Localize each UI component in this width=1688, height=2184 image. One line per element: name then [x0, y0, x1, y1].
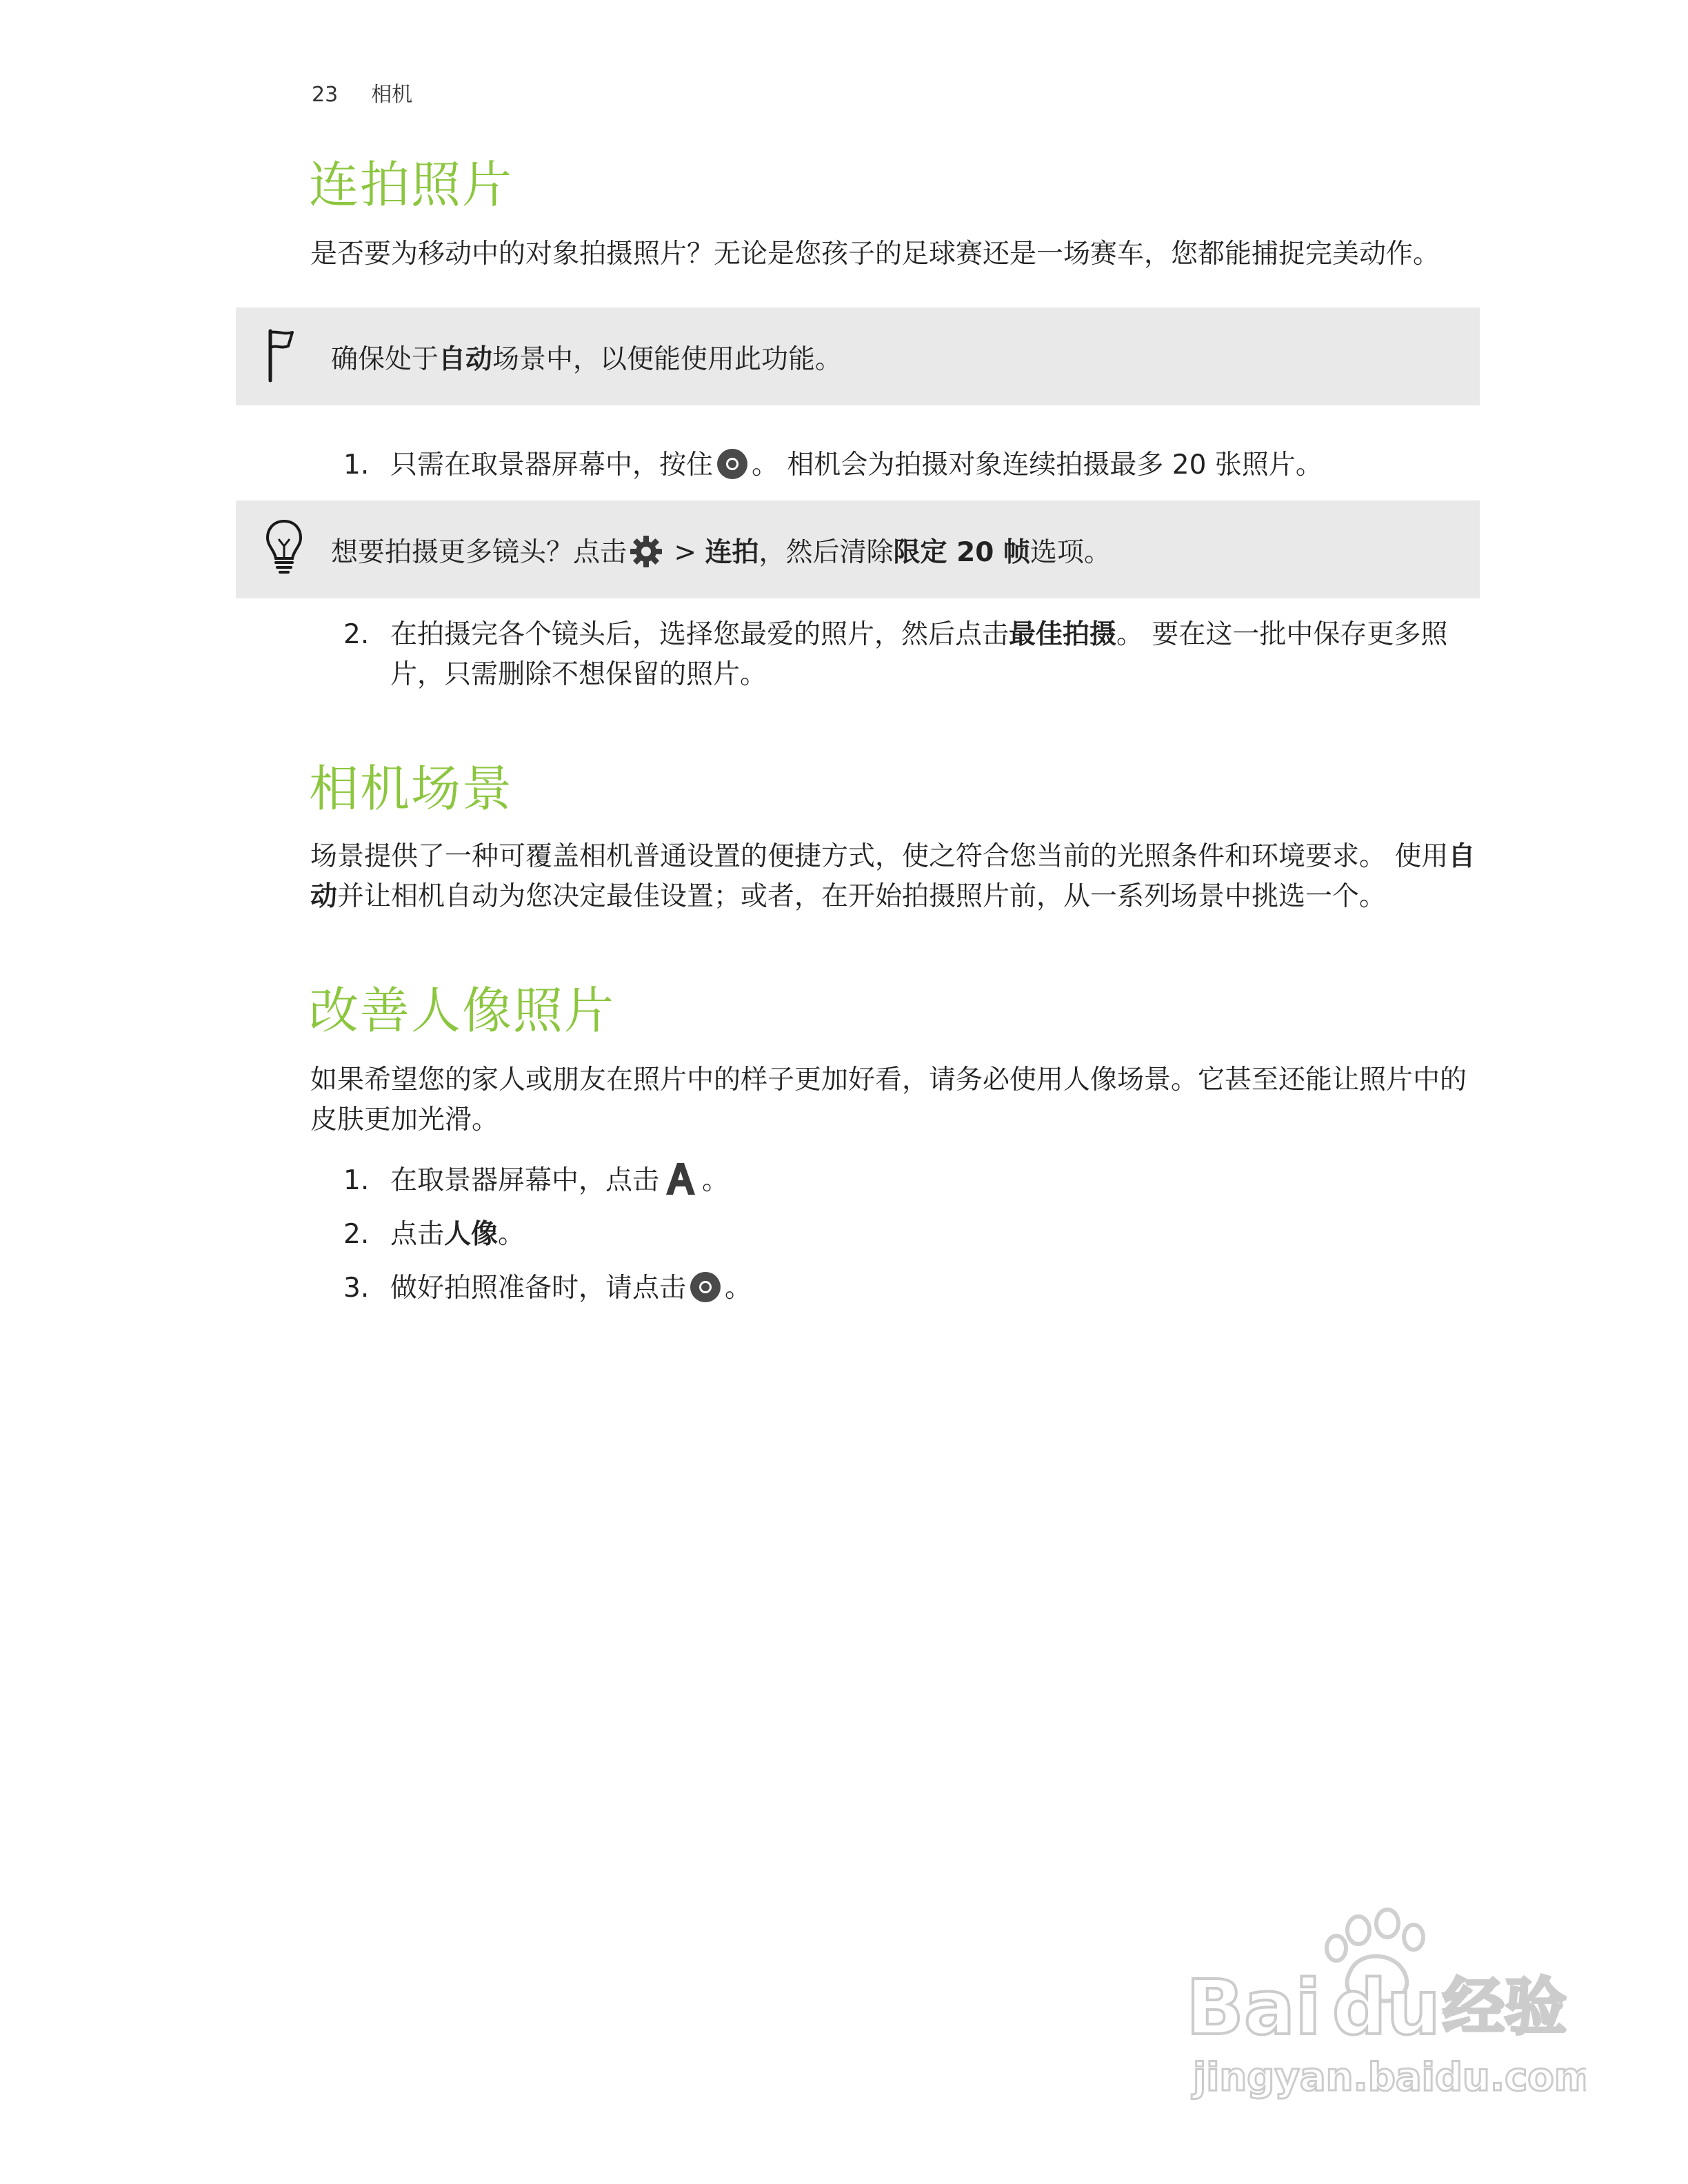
burst-intro: 是否要为移动中的对象拍摄照片？无论是您孩子的足球赛还是一场赛车，您都能捕捉完美动作。 [310, 239, 1440, 270]
flag-icon [263, 328, 298, 386]
step-number: 1. [343, 449, 370, 481]
step-text [390, 1268, 1487, 1308]
running-header [312, 77, 445, 108]
step-text-post: 。 [725, 1273, 752, 1304]
lightbulb-icon [263, 518, 305, 580]
scenes-text-bold: 自动 [310, 841, 1476, 912]
watermark-brand-2: du [1332, 1963, 1441, 2052]
tip-text-bold-limit: 限定 20 帧 [893, 537, 1030, 568]
step-text-post: 。 [702, 1165, 730, 1196]
tip-text-pre: 想要拍摄更多镜头？点击 [331, 537, 627, 568]
step-number: 3. [343, 1273, 370, 1304]
shutter-icon[interactable] [717, 449, 747, 479]
step-text-post: 。 [498, 1219, 525, 1250]
auto-scene-icon[interactable] [663, 1162, 698, 1208]
tip-text-mid: ，然后清除 [758, 537, 894, 568]
portrait-intro: 如果希望您的家人或朋友在照片中的样子更加好看，请务必使用人像场景。它甚至还能让照片中的皮肤更加光滑。 [310, 1064, 1467, 1135]
step-text-pre: 做好拍照准备时，请点击 [390, 1273, 687, 1304]
step-text-pre: 在拍摄完各个镜头后，选择您最爱的照片，然后点击 [390, 619, 1009, 650]
note-box [236, 307, 1480, 405]
tip-text-post: 选项。 [1029, 537, 1111, 568]
step-text-post: 。 要在这一批中保存更多照片，只需删除不想保留的照片。 [390, 619, 1448, 690]
step-text [390, 1161, 1487, 1208]
step-number: 2. [343, 619, 370, 650]
step-text-pre: 在取景器屏幕中，点击 [390, 1165, 660, 1196]
step-text-bold: 最佳拍摄 [1009, 619, 1117, 650]
step-text-pre: 点击 [390, 1219, 445, 1250]
note-text [331, 338, 842, 376]
watermark-brand: Bai [1186, 1963, 1321, 2052]
scenes-text-post: 并让相机自动为您决定最佳设置；或者，在开始拍摄照片前，从一系列场景中挑选一个。 [337, 881, 1387, 912]
chapter-name: 相机 [371, 83, 413, 107]
scenes-paragraph [310, 837, 1483, 917]
step-text-bold: 人像 [444, 1219, 499, 1250]
baidu-watermark [1172, 1903, 1586, 2123]
scenes-text-pre: 场景提供了一种可覆盖相机普通设置的便捷方式，使之符合您当前的光照条件和环境要求。 使用 [310, 841, 1449, 872]
gear-icon[interactable] [630, 535, 663, 575]
tip-text [331, 531, 1111, 575]
page-number: 23 [312, 83, 339, 107]
note-text-post: 场景中，以便能使用此功能。 [492, 344, 843, 375]
step-text [390, 1215, 1487, 1255]
tip-box [236, 501, 1480, 598]
section-title-scenes: 相机场景 [309, 760, 514, 818]
watermark-cn: 经验 [1443, 1971, 1567, 2043]
note-text-pre: 确保处于 [331, 344, 439, 375]
watermark-url: jingyan.baidu.com [1193, 2055, 1586, 2100]
step-text [390, 445, 1487, 485]
section-title-burst: 连拍照片 [309, 156, 514, 214]
step-text-pre: 只需在取景器屏幕中，按住 [390, 449, 714, 481]
section-title-portrait: 改善人像照片 [309, 982, 616, 1040]
step-number: 1. [343, 1165, 370, 1196]
tip-text-bold-burst: 连拍 [705, 537, 759, 568]
shutter-icon[interactable] [690, 1272, 721, 1302]
tip-text-separator: > [665, 537, 705, 568]
step-number: 2. [343, 1219, 370, 1250]
note-text-bold: 自动 [439, 344, 493, 375]
step-text-post: 。 相机会为拍摄对象连续拍摄最多 20 张照片。 [752, 449, 1323, 481]
step-text [390, 615, 1487, 695]
